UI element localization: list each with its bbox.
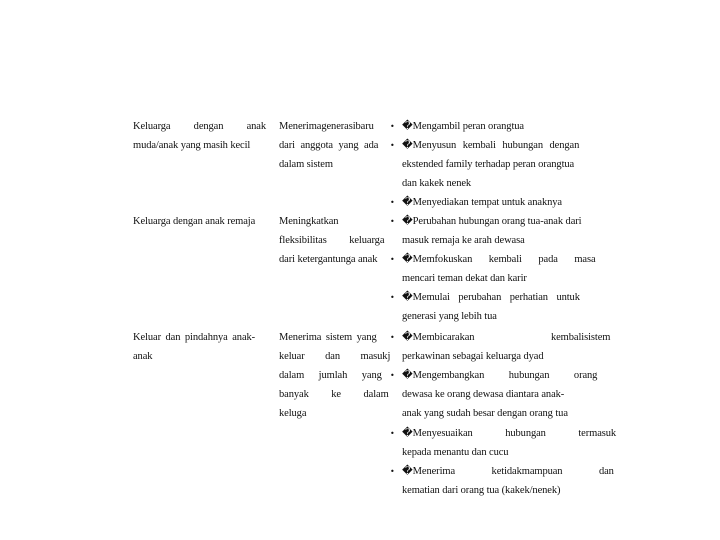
row2-bullet-3-cont: generasi yang lebih tua [402,311,497,322]
row3-bullet-1-cont: perkawinan sebagai keluarga dyad [402,351,544,362]
row3-bullet-3-cont: kepada menantu dan cucu [402,447,509,458]
row1-task-line: Menerimagenerasibaru [279,121,374,132]
bullet-icon: • [390,141,395,150]
bullet-icon: • [390,293,395,302]
row3-bullet-1 [390,331,610,344]
bullet-text: �Mengembangkan hubungan orang [402,370,598,381]
row2-task-line: dari ketergantunga anak [279,254,378,265]
row3-bullet-3 [390,427,616,440]
bullet-text: �Perubahan hubungan orang tua-anak dari [402,216,582,227]
bullet-text: �Menyediakan tempat untuk anaknya [402,197,562,208]
row2-bullet-2-cont: mencari teman dekat dan karir [402,273,527,284]
row1-bullet-2 [390,139,586,152]
row3-bullet-4 [390,465,614,478]
bullet-icon: • [390,217,395,226]
row3-stage-line2: anak [133,351,153,362]
row1-bullet-2-cont: ekstended family terhadap peran orangtua [402,159,575,170]
bullet-icon: • [390,198,395,207]
bullet-icon: • [390,467,395,476]
row3-stage-line1: Keluar dan pindahnya anak- [133,332,256,343]
row2-stage-line1: Keluarga dengan anak remaja [133,216,256,227]
row1-stage-line2: muda/anak yang masih kecil [133,140,251,151]
row1-bullet-1 [390,120,524,133]
row3-task-line: dalam jumlah yang [279,370,382,381]
row3-task-line: keluar dan masukj [279,351,391,362]
row3-bullet-2-cont: anak yang sudah besar dengan orang tua [402,408,568,419]
bullet-text: �Menerima ketidakmampuan dan [402,466,614,477]
row2-bullet-3 [390,291,580,304]
bullet-text: �Membicarakan kembalisistem [402,332,611,343]
row2-bullet-1-cont: masuk remaja ke arah dewasa [402,235,525,246]
bullet-text: �Mengambil peran orangtua [402,121,524,132]
word: dengan [193,121,224,132]
word: Keluarga [133,121,171,132]
word: anak [246,121,266,132]
bullet-text: �Menyusun kembali hubungan dengan [402,140,580,151]
row1-stage-line1 [133,120,266,133]
row3-bullet-4-cont: kematian dari orang tua (kakek/nenek) [402,485,561,496]
row3-bullet-2 [390,369,597,382]
bullet-icon: • [390,255,395,264]
row3-bullet-2-cont: dewasa ke orang dewasa diantara anak- [402,389,565,400]
bullet-icon: • [390,371,395,380]
row2-bullet-1 [390,215,581,228]
row1-task-line: dari anggota yang ada [279,140,379,151]
row2-task-line: fleksibilitas keluarga [279,235,385,246]
bullet-icon: • [390,122,395,131]
bullet-text: �Memulai perubahan perhatian untuk [402,292,580,303]
bullet-icon: • [390,333,395,342]
row3-task-line: Menerima sistem yang [279,332,377,343]
row3-task-line: banyak ke dalam [279,389,389,400]
row2-bullet-2 [390,253,596,266]
bullet-icon: • [390,429,395,438]
row1-bullet-2-cont: dan kakek nenek [402,178,472,189]
bullet-text: �Memfokuskan kembali pada masa [402,254,596,265]
row1-task-line: dalam sistem [279,159,333,170]
row2-task-line: Meningkatkan [279,216,339,227]
row3-task-line: keluga [279,408,307,419]
bullet-text: �Menyesuaikan hubungan termasuk [402,428,617,439]
row1-bullet-3 [390,196,562,209]
